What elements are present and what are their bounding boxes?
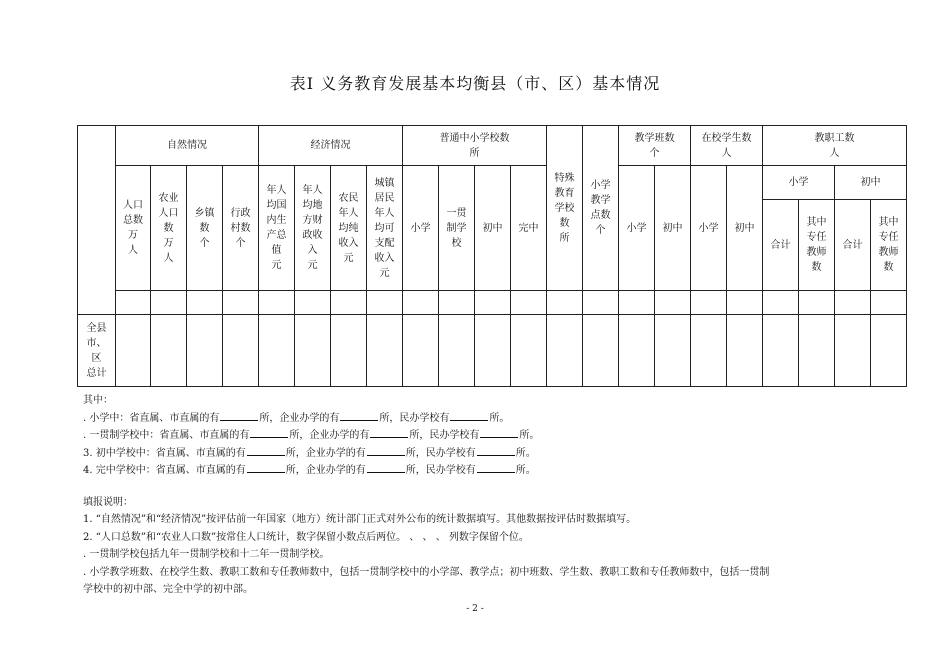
blank-cell[interactable] (331, 291, 367, 315)
blank-cell[interactable] (655, 291, 691, 315)
note-text: 所，民办学校有 (379, 412, 450, 424)
document-title: 表Ⅰ 义务教育发展基本均衡县（市、区）基本情况 (289, 74, 661, 93)
data-cell[interactable] (511, 315, 547, 387)
data-cell[interactable] (655, 315, 691, 387)
notes-heading: 其中： (83, 395, 113, 406)
header-total-primary: 合计 (763, 200, 799, 291)
blank-cell[interactable] (763, 291, 799, 315)
data-cell[interactable] (547, 315, 583, 387)
data-cell[interactable] (691, 315, 727, 387)
header-agri-population: 农业 人口 数 万 人 (151, 166, 187, 291)
data-cell[interactable] (223, 315, 259, 387)
note-text: 所，企业办学的有 (285, 465, 366, 476)
note-primary (83, 410, 769, 428)
data-cell[interactable] (331, 315, 367, 387)
header-fulltime-junior: 其中 专任 教师 数 (871, 200, 907, 291)
header-staff: 教职工数 人 (763, 126, 907, 166)
note-text: 所。 (519, 430, 540, 441)
data-cell[interactable] (367, 315, 403, 387)
fill-blank[interactable] (450, 410, 488, 421)
header-complete-schools: 完中 (511, 166, 547, 291)
header-population: 人口 总数 万 人 (116, 166, 151, 291)
note-text: 所，民办学校有 (405, 465, 476, 476)
note-nine-year (83, 427, 769, 445)
header-villages: 行政 村数 个 (223, 166, 259, 291)
fill-blank[interactable] (370, 427, 408, 438)
header-economic: 经济情况 (259, 126, 403, 166)
blank-cell[interactable] (619, 291, 655, 315)
header-staff-primary: 小学 (763, 166, 835, 200)
blank-cell[interactable] (439, 291, 475, 315)
instruction-4: . 小学教学班数、在校学生数、教职工数和专任教师数中，包括一贯制学校中的小学部、教学点；初中班数、学生数、教职工数和专任教师数中，包括一贯制 (83, 566, 770, 578)
data-cell[interactable] (295, 315, 331, 387)
data-cell[interactable] (187, 315, 223, 387)
note-label: . 小学中：省直属、市直属的有 (83, 412, 220, 424)
data-cell[interactable] (871, 315, 907, 387)
data-cell[interactable] (151, 315, 187, 387)
fill-blank[interactable] (247, 462, 285, 473)
data-cell[interactable] (619, 315, 655, 387)
note-text: 所，企业办学的有 (259, 412, 340, 424)
basic-info-table (77, 125, 907, 387)
blank-cell[interactable] (403, 291, 439, 315)
header-classes-junior: 初中 (655, 166, 691, 291)
blank-cell[interactable] (259, 291, 295, 315)
blank-cell[interactable] (187, 291, 223, 315)
data-cell[interactable] (727, 315, 763, 387)
header-urban-income: 城镇 居民 年人 均可 支配 收入 元 (367, 166, 403, 291)
fill-blank[interactable] (480, 427, 518, 438)
notes-section (83, 392, 769, 599)
blank-cell[interactable] (583, 291, 619, 315)
header-special-schools: 特殊 教育 学校 数 所 (547, 126, 583, 291)
note-label: 3. 初中学校中：省直属、市直属的有 (83, 447, 246, 459)
blank-cell[interactable] (835, 291, 871, 315)
header-farmer-income: 农民 年人 均纯 收入 元 (331, 166, 367, 291)
blank-cell[interactable] (547, 291, 583, 315)
data-cell[interactable] (835, 315, 871, 387)
blank-cell[interactable] (727, 291, 763, 315)
header-fiscal: 年人 均地 方财 政收 入 元 (295, 166, 331, 291)
instruction-4-continued: 学校中的初中部、完全中学的初中部。 (83, 584, 253, 595)
note-text: 所。 (515, 465, 536, 476)
instructions-heading: 填报说明： (83, 496, 133, 508)
fill-blank[interactable] (340, 410, 378, 421)
fill-blank[interactable] (477, 445, 515, 456)
header-junior-schools: 初中 (475, 166, 511, 291)
blank-cell[interactable] (871, 291, 907, 315)
note-complete (83, 462, 769, 480)
fill-blank[interactable] (367, 445, 405, 456)
header-towns: 乡镇 数 个 (187, 166, 223, 291)
note-text: 所，企业办学的有 (285, 447, 366, 459)
instruction-1: 1. “自然情况”和“经济情况”按评估前一年国家（地方）统计部门正式对外公布的统计数据填写。其他数据按评估时数据填写。 (83, 514, 637, 525)
page-number: - 2 - (466, 604, 484, 614)
note-text: 所。 (515, 447, 536, 459)
instruction-2: 2. “人口总数”和“农业人口数”按常住人口统计，数字保留小数点后两位。 、 、 、 列数字保留个位。 (83, 531, 529, 543)
data-cell[interactable] (763, 315, 799, 387)
note-text: 所。 (489, 412, 510, 424)
blank-cell[interactable] (151, 291, 187, 315)
fill-blank[interactable] (250, 427, 288, 438)
data-cell[interactable] (403, 315, 439, 387)
blank-cell[interactable] (223, 291, 259, 315)
data-cell[interactable] (259, 315, 295, 387)
data-cell[interactable] (116, 315, 151, 387)
header-students-primary: 小学 (691, 166, 727, 291)
header-staff-junior: 初中 (835, 166, 907, 200)
note-label: . 一贯制学校中：省直属、市直属的有 (83, 430, 250, 441)
header-students-junior: 初中 (727, 166, 763, 291)
note-label: 4. 完中学校中：省直属、市直属的有 (83, 465, 246, 476)
header-total-junior: 合计 (835, 200, 871, 291)
data-cell[interactable] (799, 315, 835, 387)
instruction-3: . 一贯制学校包括九年一贯制学校和十二年一贯制学校。 (83, 549, 330, 560)
header-teaching-points: 小学 教学 点数 个 (583, 126, 619, 291)
blank-cell[interactable] (799, 291, 835, 315)
header-classes: 教学班数 个 (619, 126, 691, 166)
header-classes-primary: 小学 (619, 166, 655, 291)
blank-cell[interactable] (475, 291, 511, 315)
blank-cell[interactable] (511, 291, 547, 315)
corner-cell (78, 126, 116, 315)
fill-blank[interactable] (247, 445, 285, 456)
header-primary-schools: 小学 (403, 166, 439, 291)
blank-cell[interactable] (116, 291, 151, 315)
blank-cell[interactable] (295, 291, 331, 315)
blank-cell[interactable] (691, 291, 727, 315)
header-schools: 普通中小学校数 所 (403, 126, 547, 166)
note-text: 所，企业办学的有 (289, 430, 370, 441)
blank-cell[interactable] (367, 291, 403, 315)
data-cell[interactable] (439, 315, 475, 387)
fill-blank[interactable] (367, 462, 405, 473)
data-cell[interactable] (475, 315, 511, 387)
header-natural: 自然情况 (116, 126, 259, 166)
header-gdp: 年人 均国 内生 产总 值 元 (259, 166, 295, 291)
data-cell[interactable] (583, 315, 619, 387)
fill-blank[interactable] (220, 410, 258, 421)
note-junior (83, 445, 769, 463)
row-label-county-total: 全县 市、 区 总计 (78, 315, 116, 387)
fill-blank[interactable] (477, 462, 515, 473)
note-text: 所，民办学校有 (405, 447, 476, 459)
header-nine-year-schools: 一贯 制学 校 (439, 166, 475, 291)
header-fulltime-primary: 其中 专任 教师 数 (799, 200, 835, 291)
note-text: 所，民办学校有 (409, 430, 480, 441)
header-students: 在校学生数 人 (691, 126, 763, 166)
